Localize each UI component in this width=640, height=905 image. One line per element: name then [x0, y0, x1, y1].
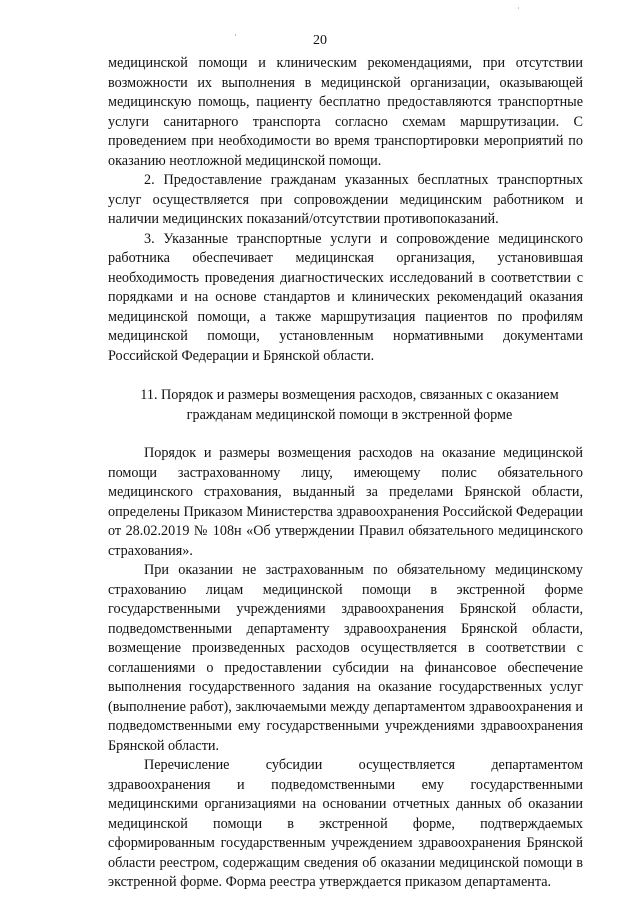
- paragraph-11-2: При оказании не застрахованным по обязательному медицинскому страхованию лицам медицинской помощи в экстренной форме государственными учреждениями здравоохранения Брянской области, подведомственными департаменту здравоохранения Брянской области, возмещение произведенных расходов осуществляется в соответствии с соглашениями о предоставлении субсидии на финансовое обеспечение выполнения государственного задания на оказание государственных услуг (выполнение работ), заключаемыми между департаментом здравоохранения и подведомственными ему государственными учреждениями здравоохранения Брянской области.: [108, 562, 583, 754]
- scan-speck: ˙: [517, 6, 520, 16]
- paragraph-11-1: Порядок и размеры возмещения расходов на оказание медицинской помощи застрахованному лицу, имеющему полис обязательного медицинского страхования, выданный за пределами Брянской области, определены Приказом Министерства здравоохранения Российской Федерации от 28.02.2019 № 108н «Об утверждении Правил обязательного медицинского страхования».: [108, 445, 583, 559]
- paragraph-11-3: Перечисление субсидии осуществляется департаментом здравоохранения и подведомственными ему государственными медицинскими организациями на основании отчетных данных об оказании медицинской помощи в экстренной форме, подтверждаемых сформированным государственным учреждением здравоохранения Брянской области реестром, содержащим сведения об оказании медицинской помощи в экстренной форме. Форма реестра утверждается приказом департамента.: [108, 757, 583, 890]
- page-number: 20: [313, 33, 327, 48]
- paragraph-3: 3. Указанные транспортные услуги и сопровождение медицинского работника обеспечивает медицинская организация, установившая необходимость проведения диагностических исследований в соответствии с порядками и на основе стандартов и клинических рекомендаций оказания медицинской помощи, а также маршрутизация пациентов по профилям медицинской помощи, установленным нормативными документами Российской Федерации и Брянской области.: [108, 230, 583, 364]
- document-body: [108, 54, 583, 893]
- paragraph-2: 2. Предоставление гражданам указанных бесплатных транспортных услуг осуществляется при сопровождении медицинским работником и наличии медицинских показаний/отсутствии противопоказаний.: [108, 172, 583, 227]
- section-11-heading: 11. Порядок и размеры возмещения расходов, связанных с оказанием гражданам медицинской помощи в экстренной форме: [140, 387, 559, 423]
- scan-speck: ·: [234, 30, 237, 40]
- paragraph-continuation: медицинской помощи и клиническим рекомендациями, при отсутствии возможности их выполнения в медицинской организации, оказывающей медицинскую помощь, пациенту бесплатно предоставляются транспортные услуги санитарного транспорта согласно схемам маршрутизации. С проведением при необходимости во время транспортировки мероприятий по оказанию неотложной медицинской помощи.: [108, 55, 583, 169]
